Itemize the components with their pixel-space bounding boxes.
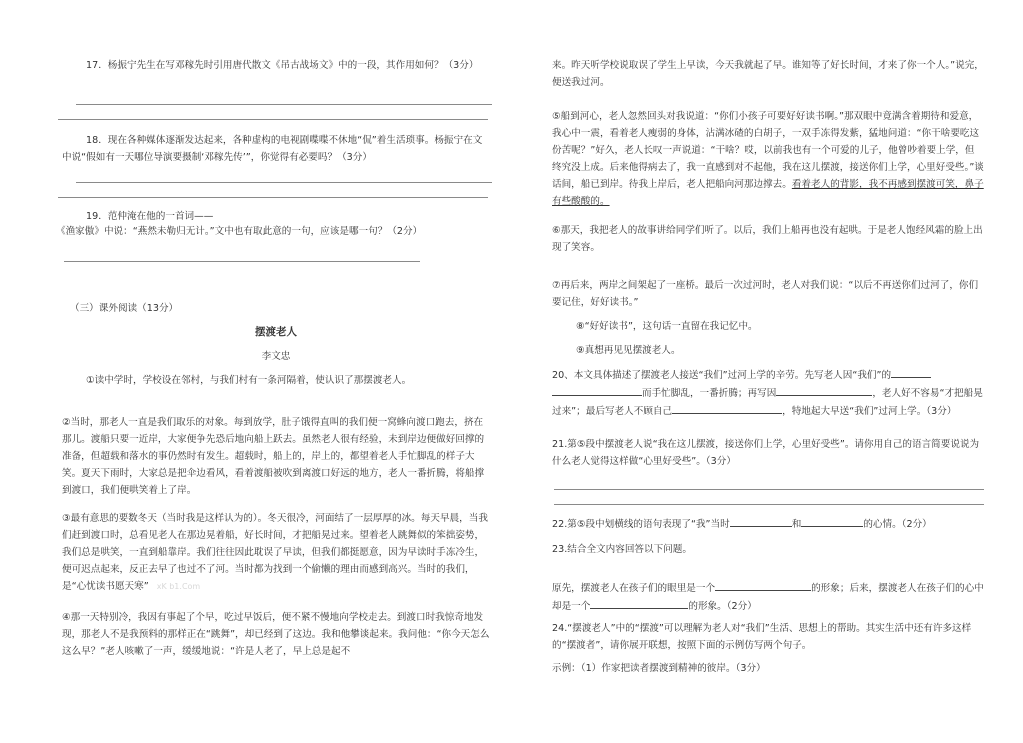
answer-line[interactable] [554, 504, 984, 505]
question-22 [552, 515, 984, 533]
question-20-part-a: 20、本文具体描述了摆渡老人接送“我们”过河上学的辛劳。先写老人因“我们”的 [552, 370, 892, 381]
question-21: 21.第⑤段中摆渡老人说“我在这儿摆渡，接送你们上学，心里好受些”。请你用自己的语言简要说说为什么老人觉得这样做“心里好受些”。（3分） [552, 439, 980, 467]
question-20-part-d: ，特地起大早送“我们”过河上学。（3分） [782, 406, 957, 417]
question-24: 24.“摆渡老人”中的“摆渡”可以理解为老人对“我们”生活、思想上的帮助。其实生活中还有许多这样的“摆渡者”，请你展开联想，按照下面的示例仿写两个句子。 [552, 623, 972, 651]
question-23-sentence [552, 579, 984, 615]
question-20-part-c: ，老人好不容易“才把船晃过来”；最后写老人不顾自己 [552, 388, 983, 417]
question-22-part-a: 22.第⑤段中划横线的语句表现了“我”当时 [552, 519, 730, 530]
answer-line[interactable] [554, 489, 984, 490]
question-22-part-c: 的心情。（2分） [863, 519, 932, 530]
question-20-part-b: 而手忙脚乱，一番折腾；再写因 [642, 388, 777, 399]
paragraph-3-text: ③最有意思的要数冬天（当时我是这样认为的）。冬天很冷，河面结了一层厚厚的冰。每天早晨，当我们赶到渡口时，总看见老人在那边晃着船，好长时间，才把船晃过来。望着老人跳舞似的笨拙姿势，我们总是哄笑，一直到船靠岸。我们往往因此耽误了早读，但我们都挺愿意，因为早读时手冻冷生，便可迟点起来，反正去早了也过不了河。当时都为找到一个偷懒的理由而感到高兴。当时的我们，是 [62, 513, 488, 592]
question-22-part-b: 和 [791, 519, 802, 530]
question-19-line2: 《渔家傲》中说：“燕然未勒归无计。”文中也有取此意的一句，应该是哪一句？（2分） [56, 226, 423, 237]
paragraph-4: ④那一天特别冷，我因有事起了个早，吃过早饭后，便不紧不慢地向学校走去。到渡口时我惊奇地发现，那老人不是我预料的那样正在“跳舞”，却已经到了这边。我和他攀谈起来。我问他：“你今天怎么这么早？”老人咳嗽了一声，缓缓地说：“许是人老了，早上总是起不 [62, 612, 490, 657]
question-23-part-c: 的形象。（2分） [688, 601, 757, 612]
question-23-part-b: 的形象；后来，摆渡老人在孩子们的心中却是一个 [552, 583, 984, 612]
paragraph-6: ⑥那天，我把老人的故事讲给同学们听了。以后，我们上船再也没有起哄。于是老人饱经风霜的脸上出现了笑容。 [552, 225, 983, 253]
paragraph-5 [552, 108, 984, 210]
article-author: 李文忠 [261, 351, 291, 362]
blank-20-1b[interactable] [552, 384, 642, 396]
section-heading: （三）课外阅读（13分） [70, 303, 179, 314]
blank-22-2[interactable] [801, 515, 863, 527]
answer-line[interactable] [76, 182, 492, 183]
paragraph-5-text: ⑤船到河心，老人忽然回头对我说道：“你们小孩子可要好好读书啊。”那双眼中竟满含着期待和爱意，我心中一震，看着老人瘦弱的身体，沾满冰碴的白胡子，一双手冻得发紫，猛地问道：“你干啥要吃这份苦呢？”好久，老人长叹一声说道：“干啥？哎，以前我也有一个可爱的儿子，他曾吵着要上学，但终究没上成。后来他得病去了，我一直感到对不起他，我在这儿摆渡，接送你们上学，心里好受些。”谈话间，船已到岸。待我上岸后，老人把船向河那边撑去。 [552, 111, 984, 190]
paragraph-5-underlined-sentence: 看着老人的背影，我不再感到摆渡可笑，鼻子有些酸酸的。 [552, 179, 984, 207]
paragraph-4-continued: 来。昨天听学校说取误了学生上早读，今天我就起了早。谁知等了好长时间，才来了你一个人。”说完，便送我过河。 [552, 60, 984, 88]
paragraph-8: ⑧“好好读书”，这句话一直留在我记忆中。 [576, 321, 758, 332]
blank-22-1[interactable] [730, 515, 792, 527]
blank-23-1[interactable] [715, 579, 811, 591]
answer-line[interactable] [58, 119, 488, 120]
question-23: 23.结合全文内容回答以下问题。 [552, 544, 692, 555]
answer-line[interactable] [76, 104, 492, 105]
watermark: xK b1.Com [156, 582, 201, 591]
question-20 [552, 366, 984, 420]
blank-23-2[interactable] [590, 597, 688, 609]
answer-line[interactable] [64, 261, 420, 262]
paragraph-3-quote: “心忧读书愿天寒” [71, 581, 149, 592]
blank-20-3[interactable] [672, 402, 782, 414]
question-17: 17．杨振宁先生在写邓稼先时引用唐代散文《吊古战场文》中的一段，其作用如何？（3分） [86, 60, 479, 71]
paragraph-2: ②当时，那老人一直是我们取乐的对象。每到放学，肚子饿得直叫的我们便一窝蜂向渡口跑去，挤在那儿。渡船只要一近岸，大家便争先恐后地向船上跃去。虽然老人很有经验，未到岸边便做好回撑的准备，但超载和落水的事仍然时有发生。超载时，船上的，岸上的，都望着老人手忙脚乱的样子大笑。夏天下雨时，大家总是把伞边看风，看着渡船被吹到离渡口好远的地方，老人一番折腾，将船撑到渡口，我们便哄笑着上了岸。 [62, 417, 485, 496]
example: 示例：（1）作家把读者摆渡到精神的彼岸。（3分） [552, 663, 766, 674]
paragraph-1: ①读中学时，学校设在邻村，与我们村有一条河隔着，使认识了那摆渡老人。 [86, 375, 412, 386]
paragraph-9: ⑨真想再见见摆渡老人。 [576, 345, 681, 356]
answer-line[interactable] [58, 197, 488, 198]
article-title: 摆渡老人 [255, 326, 297, 338]
question-18: 18．现在各种媒体逐渐发达起来，各种虚构的电视剧喋喋不休地“侃”着生活琐事。杨振宁在文中说“假如有一天哪位导演要摄制‘邓稼先传’”，你觉得有必要吗？（3分） [62, 135, 483, 163]
blank-20-2[interactable] [776, 384, 872, 396]
question-23-part-a: 原先，摆渡老人在孩子们的眼里是一个 [552, 583, 716, 594]
question-19-line1: 19．范仲淹在他的一首词—— [86, 211, 214, 222]
blank-20-1[interactable] [891, 366, 931, 378]
paragraph-3 [62, 510, 490, 595]
paragraph-7: ⑦再后来，两岸之间架起了一座桥。最后一次过河时，老人对我们说：“以后不再送你们过河了，你们要记住，好好读书。” [552, 280, 979, 308]
